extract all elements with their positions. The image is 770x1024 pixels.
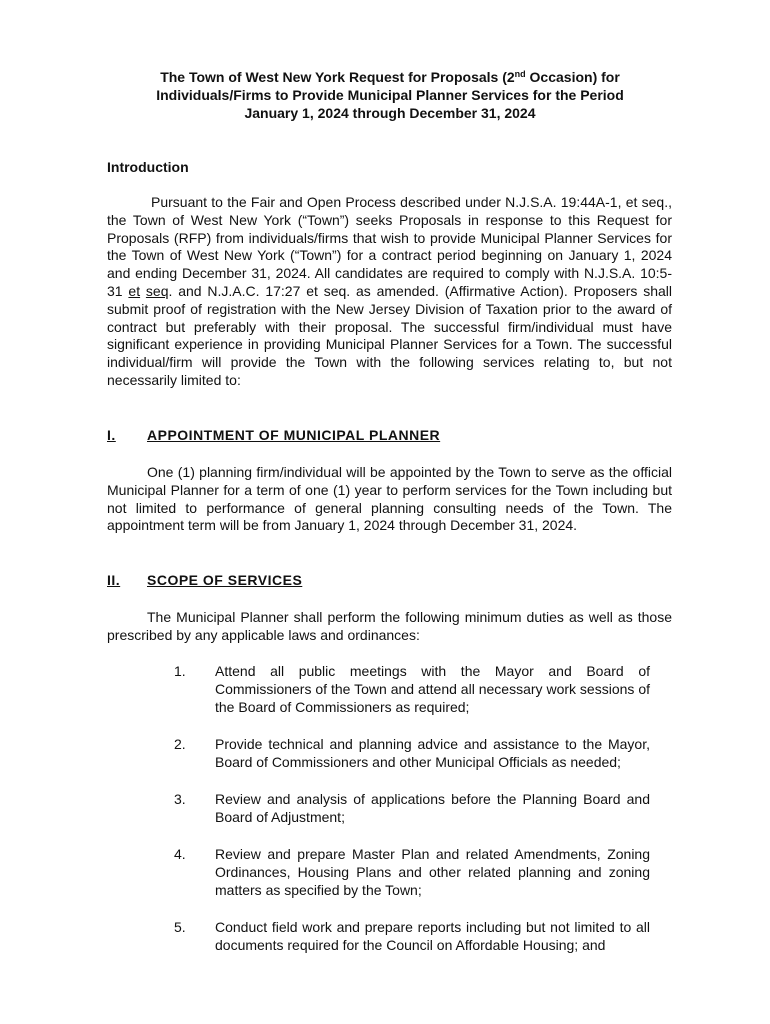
list-item-text: Review and prepare Master Plan and related Amendments, Zoning Ordinances, Housing Plans and other related planning and zoning matters as specified by the Town; [215,846,650,898]
section-2-heading [107,572,302,588]
section-1-paragraph: One (1) planning firm/individual will be appointed by the Town to serve as the official Municipal Planner for a term of one (1) year to perform services for the Town including but not limited to performance of general planning consulting needs of the Town. The appointment term will be from January 1, 2024 through December 31, 2024. [107,464,672,534]
section-1-heading [107,427,440,443]
seq-underlined: seq [145,282,169,299]
list-item-number: 2. [174,736,186,752]
list-item-text: Conduct field work and prepare reports including but not limited to all documents required for the Council on Affordable Housing; and [215,919,650,953]
list-item-text: Provide technical and planning advice and assistance to the Mayor, Board of Commissioners and other Municipal Officials as needed; [215,736,650,770]
title-line-2: Individuals/Firms to Provide Municipal Planner Services for the Period [156,87,624,103]
introduction-paragraph: Pursuant to the Fair and Open Process described under N.J.S.A. 19:44A-1, et seq., the Town of West New York (“Town”) seeks Proposals in response to this Request for Proposals (RFP) from individuals/firms that wish to provide Municipal Planner Services for the Town of West New York (“Town”) for a contract period beginning on January 1, 2024 and ending December 31, 2024. All candidates are required to comply with N.J.S.A. 10:5-31 et seq. and N.J.A.C. 17:27 et seq. as amended. (Affirmative Action). Proposers shall submit proof of registration with the New Jersey Division of Taxation prior to the award of contract but preferably with their proposal. The successful firm/individual must have significant experience in providing Municipal Planner Services for a Town. The successful individual/firm will provide the Town with the following services relating to, but not necessarily limited to: [107,194,672,388]
list-item-number: 3. [174,791,186,807]
list-item-number: 4. [174,846,186,862]
list-item [174,790,650,826]
list-item [174,845,650,899]
introduction-heading: Introduction [107,159,189,175]
title-superscript: nd [514,69,526,79]
duties-list [174,662,650,973]
section-2-paragraph: The Municipal Planner shall perform the following minimum duties as well as those prescribed by any applicable laws and ordinances: [107,609,672,643]
list-item-text: Attend all public meetings with the Mayor and Board of Commissioners of the Town and attend all necessary work sessions of the Board of Commissioners as required; [215,663,650,715]
section-2-number: II. [107,572,121,588]
list-item [174,735,650,771]
title-line-1: The Town of West New York Request for Proposals (2nd Occasion) for [160,69,620,85]
section-2-title: SCOPE OF SERVICES [147,572,303,588]
list-item-number: 5. [174,919,186,935]
document-title [100,68,680,122]
title-line-3: January 1, 2024 through December 31, 2024 [244,105,536,121]
et-underlined: et [128,282,141,299]
section-1-number: I. [107,427,116,443]
section-1-title: APPOINTMENT OF MUNICIPAL PLANNER [147,427,441,443]
list-item-text: Review and analysis of applications before the Planning Board and Board of Adjustment; [215,791,650,825]
list-item [174,918,650,954]
list-item [174,662,650,716]
list-item-number: 1. [174,663,186,679]
